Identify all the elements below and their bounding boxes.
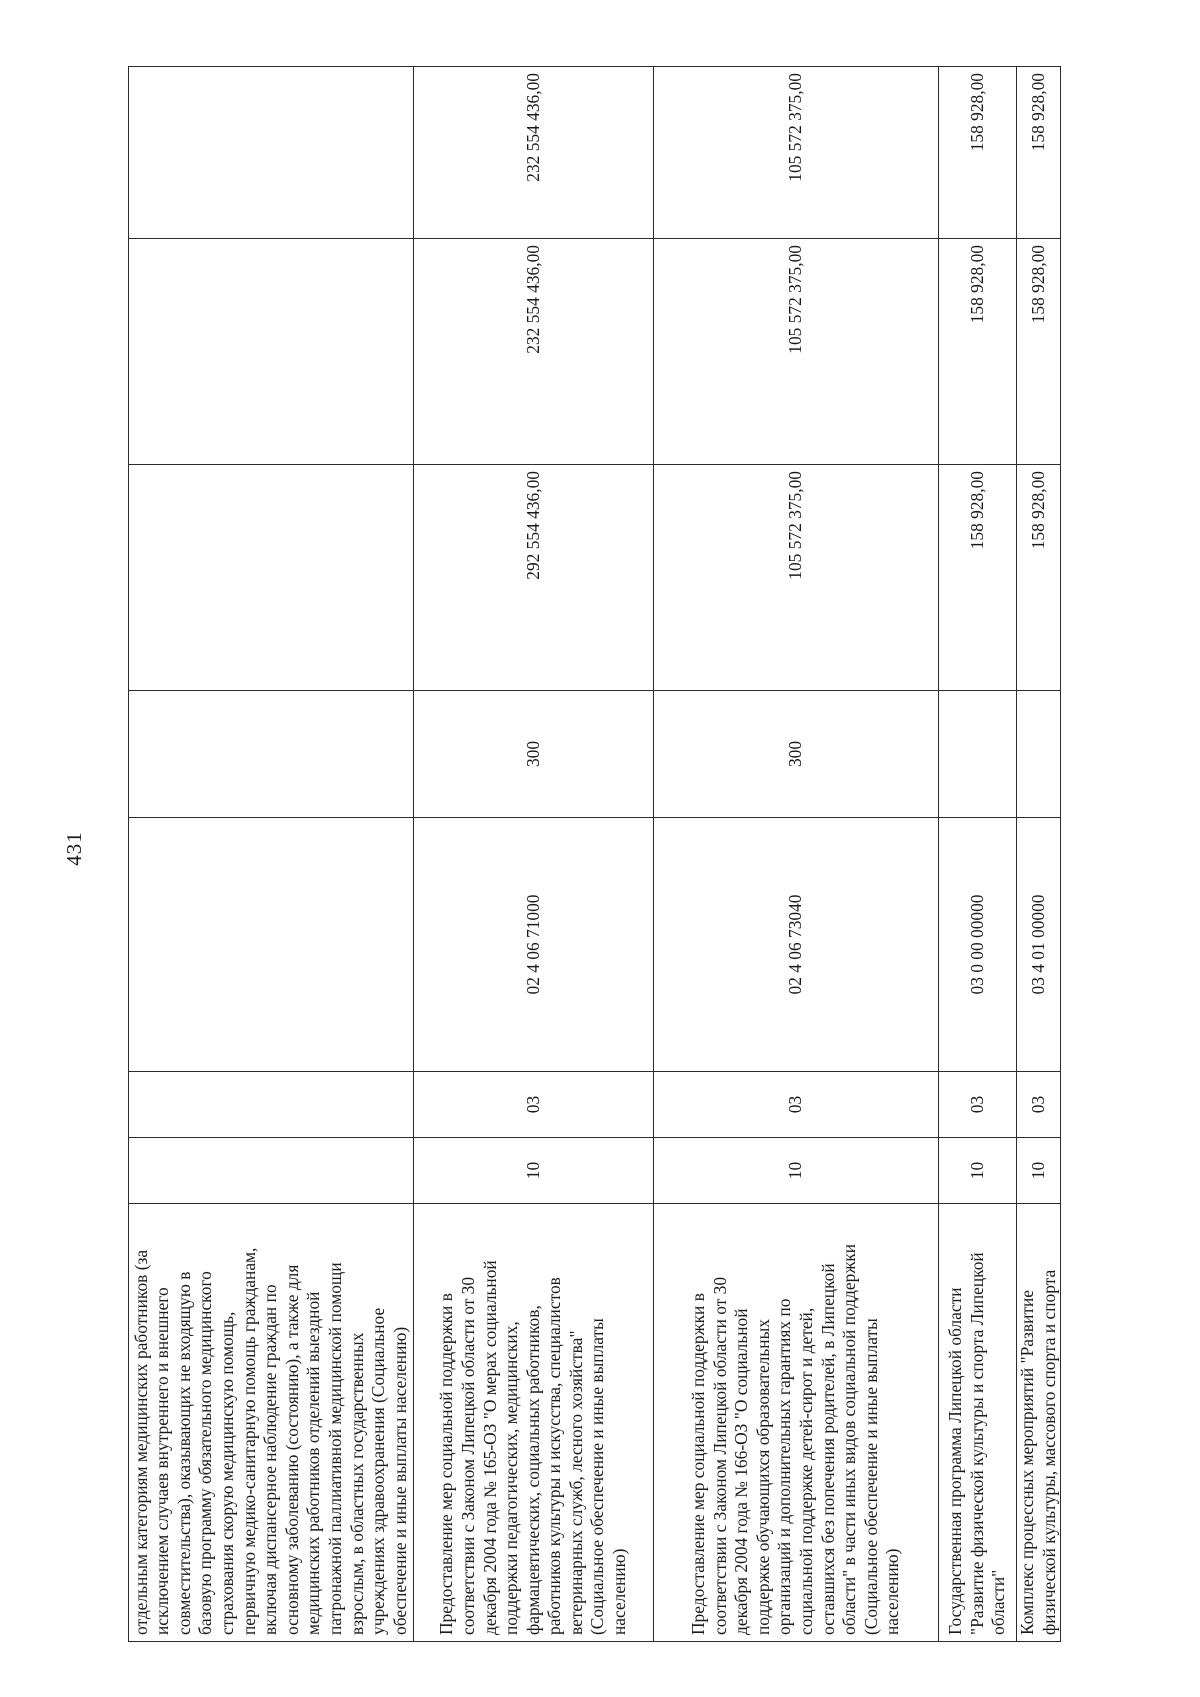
target-article-cell: 02 4 06 73040	[654, 818, 939, 1072]
amount-cell-3: 158 928,00	[939, 67, 1017, 239]
expense-type-cell	[939, 691, 1017, 818]
target-article-cell: 02 4 06 71000	[414, 818, 654, 1072]
amount-cell-3	[129, 67, 414, 239]
row-description-cell	[1017, 1204, 1061, 1642]
subsection-code-cell: 03	[654, 1072, 939, 1138]
row-description-cell	[939, 1204, 1017, 1642]
target-article-cell	[129, 818, 414, 1072]
row-description: Государственная программа Липецкой области "Развитие физической культуры и спорта Липецкой области"	[945, 1252, 1009, 1635]
amount-cell-1: 105 572 375,00	[654, 465, 939, 691]
table-row	[939, 67, 1017, 1642]
amount-cell-1: 292 554 436,00	[414, 465, 654, 691]
target-article-cell: 03 4 01 00000	[1017, 818, 1061, 1072]
amount-cell-1	[129, 465, 414, 691]
row-description: отдельным категориям медицинских работников (за исключением случаев внутреннего и внешнего совместительства), оказывающих не входящую в базовую программу обязательного медицинского страхования скорую медицинскую помощь, первичную медико-санитарную помощь гражданам, включая диспансерное наблюдение граждан по основному заболеванию (состоянию), а также для медицинских работников отделений выездной патронажной паллиативной медицинской помощи взрослым, в областных государственных учреждениях здравоохранения (Социальное обеспечение и иные выплаты населению)	[130, 1247, 410, 1635]
row-description-cell	[654, 1204, 939, 1642]
subsection-code-cell: 03	[1017, 1072, 1061, 1138]
amount-cell-2: 105 572 375,00	[654, 239, 939, 465]
row-description-cell	[414, 1204, 654, 1642]
section-code-cell: 10	[1017, 1138, 1061, 1204]
table-row	[654, 67, 939, 1642]
amount-cell-2: 232 554 436,00	[414, 239, 654, 465]
target-article-cell: 03 0 00 00000	[939, 818, 1017, 1072]
amount-cell-2: 158 928,00	[939, 239, 1017, 465]
page-number: 431	[62, 831, 86, 866]
amount-cell-1: 158 928,00	[939, 465, 1017, 691]
table-row	[1017, 67, 1061, 1642]
expense-type-cell: 300	[654, 691, 939, 818]
row-description: Комплекс процессных мероприятий "Развитие физической культуры, массового спорта и спорта	[1017, 1269, 1059, 1635]
expense-type-cell: 300	[414, 691, 654, 818]
amount-cell-3: 232 554 436,00	[414, 67, 654, 239]
section-code-cell	[129, 1138, 414, 1204]
table-row	[129, 67, 414, 1642]
section-code-cell: 10	[654, 1138, 939, 1204]
row-description: Предоставление мер социальной поддержки в соответствии с Законом Липецкой области от 30 декабря 2004 года № 165-ОЗ "О мерах социальной поддержки педагогических, медицинских, фармацевтических, социальных работников, работников культуры и искусства, специалистов ветеринарных служб, лесного хозяйства" (Социальное обеспечение и иные выплаты населению)	[436, 1260, 630, 1635]
amount-cell-2	[129, 239, 414, 465]
row-description: Предоставление мер социальной поддержки в соответствии с Законом Липецкой области от 30 декабря 2004 года № 166-ОЗ "О социальной поддержке обучающихся образовательных организаций и дополнительных гарантиях по социальной поддержке детей-сирот и детей, оставшихся без попечения родителей, в Липецкой области" в части иных видов социальной поддержки (Социальное обеспечение и иные выплаты населению)	[688, 1243, 903, 1635]
table-row	[414, 67, 654, 1642]
amount-cell-3: 158 928,00	[1017, 67, 1061, 239]
subsection-code-cell: 03	[939, 1072, 1017, 1138]
budget-table	[128, 66, 1061, 1642]
section-code-cell: 10	[939, 1138, 1017, 1204]
subsection-code-cell	[129, 1072, 414, 1138]
amount-cell-3: 105 572 375,00	[654, 67, 939, 239]
expense-type-cell	[1017, 691, 1061, 818]
amount-cell-1: 158 928,00	[1017, 465, 1061, 691]
subsection-code-cell: 03	[414, 1072, 654, 1138]
section-code-cell: 10	[414, 1138, 654, 1204]
amount-cell-2: 158 928,00	[1017, 239, 1061, 465]
row-description-cell	[129, 1204, 414, 1642]
expense-type-cell	[129, 691, 414, 818]
